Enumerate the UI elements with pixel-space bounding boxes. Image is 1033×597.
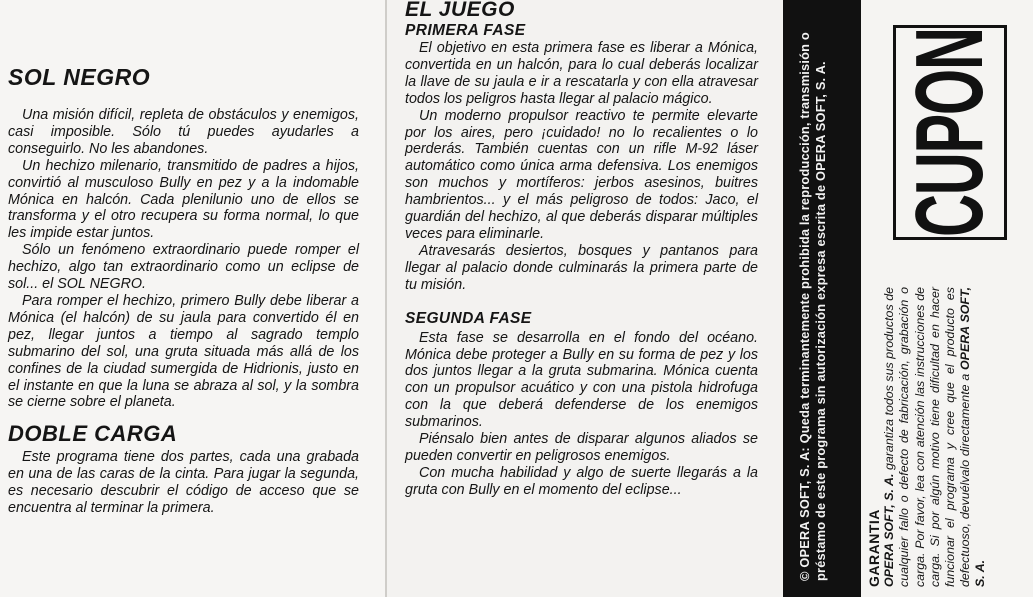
intro-paragraph-3: Sólo un fenómeno extraordinario puede romper el hechizo, algo tan extraordinario como un eclipse de sol... el SOL NEGRO.: [8, 242, 359, 293]
warranty-company: OPERA SOFT, S. A.: [882, 473, 897, 587]
warranty-body: garantiza todos sus productos de cualquier fallo o defecto de fabricación, grabación o carga. Por favor, lea con atención las instrucciones de carga. Si por algún motivo tiene dificultad en hacer funcionar el programa y cree que el producto es defectuoso, devuélvalo directamente a: [882, 287, 973, 587]
section-title-juego: EL JUEGO: [405, 0, 515, 21]
phase1-paragraph-3: Atravesarás desiertos, bosques y pantanos para llegar al palacio donde culminarás la primera parte de tu misión.: [405, 242, 758, 293]
phase2-paragraph-2: Piénsalo bien antes de disparar algunos aliados se pueden convertir en peligrosos enemigos.: [405, 431, 758, 464]
warranty-company-end: OPERA SOFT, S. A.: [958, 286, 988, 587]
phase1-paragraph-2: Un moderno propulsor reactivo te permite elevarte por los aires, pero ¡cuidado! no lo recalientes o lo perderás. También cuentas con un rifle M-92 láser automático como única arma defensiva. Los enemigos son muchos y mortíferos: jerbos asesinos, buitres hambrientos... y el más peligroso de todos: Jaco, el guardián del hechizo, al que deberás disparar múltiples veces para eliminarle.: [405, 107, 758, 242]
phase2-title: SEGUNDA FASE: [405, 309, 532, 327]
coupon-heading: CUPON: [896, 28, 1003, 237]
phase1-paragraph-1: El objetivo en esta primera fase es liberar a Mónica, convertida en un halcón, para lo cual deberás localizar la llave de su jaula e ir a rescatarla y con ella atravesar todos los peligros hasta llegar al palacio mágico.: [405, 40, 758, 107]
coupon-panel[interactable]: [861, 0, 1033, 597]
phase2-paragraph-3: Con mucha habilidad y algo de suerte llegarás a la gruta con Bully en el momento del eclipse...: [405, 464, 758, 498]
game-title: SOL NEGRO: [8, 64, 151, 90]
warranty-block: [867, 287, 989, 587]
section-title-doble-carga: DOBLE CARGA: [8, 421, 178, 447]
warranty-title: GARANTIA: [866, 509, 882, 587]
middle-panel: [387, 0, 782, 597]
left-panel: [0, 0, 385, 597]
copyright-text: © OPERA SOFT, S. A: Queda terminantemente prohibida la reproducción, transmisión o préstamo de este programa sin autorización expresa escrita de OPERA SOFT, S. A.: [797, 32, 828, 581]
intro-paragraph-4: Para romper el hechizo, primero Bully debe liberar a Mónica (el halcón) de su jaula para convertido él en pez, llegar juntos a tiempo al sagrado templo submarino del sol, una gruta situada más allá de los confines de la ciudad sumergida de Hidrionis, justo en el instante en que la luna se abraza al sol, y la sombra se cierne sobre el planeta.: [8, 292, 359, 411]
intro-paragraph-2: Un hechizo milenario, transmitido de padres a hijos, convirtió al musculoso Bully en pez y a la indomable Mónica en halcón. Cada plenilunio uno de ellos se transforma y el otro recupera su forma normal, lo que les impide estar juntos.: [8, 157, 359, 242]
coupon-heading-box: [893, 25, 1007, 240]
phase2-paragraph-1: Esta fase se desarrolla en el fondo del océano. Mónica debe proteger a Bully en su forma de pez y los dos juntos llegar a la gruta submarina. Mónica cuenta con un propulsor acuático y con una pistola hidrofuga con la que deberá defenderse de los enemigos submarinos.: [405, 329, 758, 431]
copyright-strip: [783, 0, 861, 597]
warranty-text: [882, 287, 988, 587]
intro-paragraph-1: Una misión difícil, repleta de obstáculos y enemigos, casi imposible. Sólo tú puedes ayudarles a conseguirlo. No les abandones.: [8, 107, 359, 157]
phase1-title: PRIMERA FASE: [405, 22, 526, 39]
doble-carga-paragraph: Este programa tiene dos partes, cada una grabada en una de las caras de la cinta. Para jugar la segunda, es necesario descubrir el código de acceso que se encuentra al terminar la primera.: [8, 449, 359, 517]
